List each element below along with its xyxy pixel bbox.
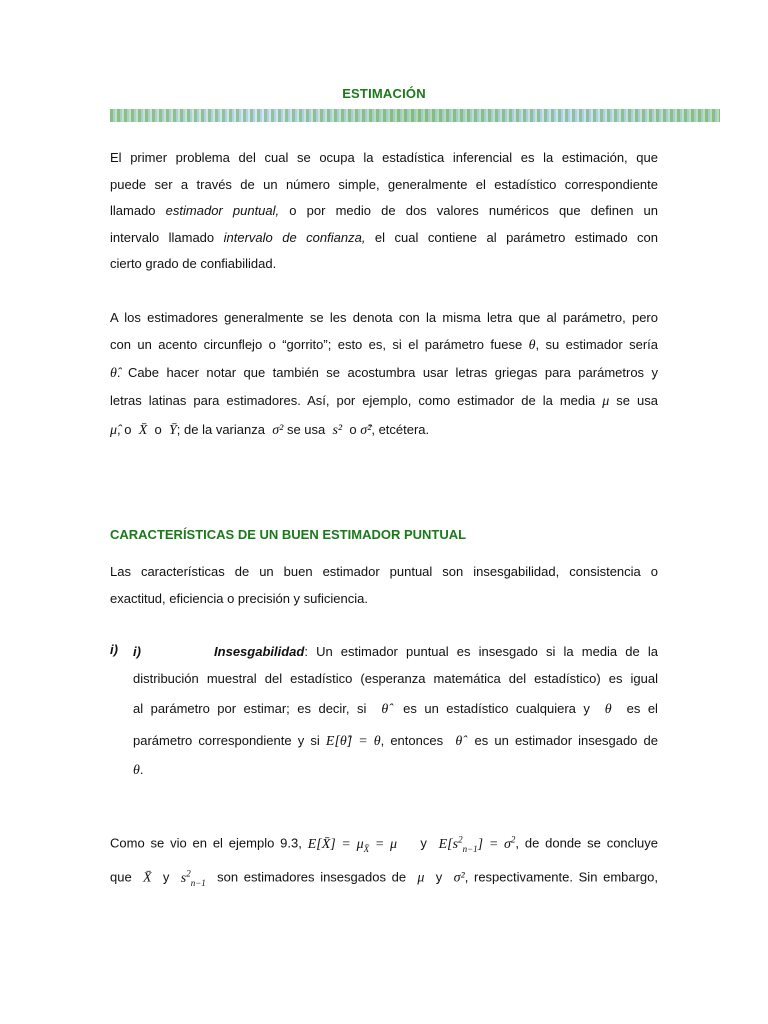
sigma-squared-symbol: σ² (453, 870, 465, 886)
italic-term: intervalo de confianza, (223, 229, 366, 245)
text-span: parámetro correspondiente y si (133, 733, 320, 748)
s-squared-n-minus-1-symbol: $s^2_{n-1}$ (180, 868, 206, 888)
page-title: ESTIMACIÓN (342, 86, 426, 101)
text-line (110, 358, 658, 388)
x-bar-symbol: X̄ (143, 870, 152, 886)
expectation-x-bar-equation: E[X̄] = $\mu_{X̄} = \mu$ (307, 836, 398, 854)
text-span: y (420, 835, 427, 851)
text-span: es un estadístico cualquiera y (403, 701, 590, 716)
estimator-notation-paragraph (110, 305, 658, 445)
text-span: intervalo llamado (110, 229, 224, 245)
text-line: cierto grado de confiabilidad. (110, 256, 277, 271)
text-span: y (162, 869, 170, 885)
theta-hat-symbol: θ̂ (455, 734, 463, 749)
text-line (133, 757, 658, 784)
list-marker-inner: i) (133, 644, 141, 659)
text-span: o por medio de dos valores numéricos que definen un (279, 203, 659, 218)
characteristics-paragraph (110, 559, 658, 612)
text-span: se usa (286, 421, 326, 437)
text-span: el cual contiene al parámetro estimado con (365, 229, 658, 245)
y-bar-symbol: Ȳ (169, 422, 177, 438)
text-span: o (349, 421, 357, 437)
list-marker-outer: i) (110, 642, 118, 657)
unbiasedness-list-item (133, 639, 658, 784)
text-line: A los estimadores generalmente se les denota con la misma letra que al parámetro, pero (110, 310, 658, 325)
example-paragraph (110, 822, 658, 890)
text-line: puede ser a través de un número simple, generalmente el estadístico correspondiente (110, 176, 658, 192)
text-line: distribución muestral del estadístico (esperanza matemática del estadístico) es igual (133, 670, 658, 686)
text-span: es el (626, 701, 658, 716)
text-span: se usa (616, 393, 658, 408)
expectation-s2-equation: $E[s^2_{n-1}] = \sigma^2$ (438, 834, 516, 854)
expectation-equation: E[θ̂] = θ (325, 734, 381, 749)
intro-paragraph (110, 145, 658, 278)
decorative-title-underline (110, 109, 720, 122)
text-line (133, 725, 658, 757)
subscript: X̄ (363, 843, 370, 854)
text-span: , o (117, 421, 132, 437)
theta-hat-symbol: θ̂ (381, 702, 389, 717)
text-span: es un estimador insesgado de (474, 733, 658, 748)
section-heading: CARACTERÍSTICAS DE UN BUEN ESTIMADOR PUNTUAL (110, 527, 467, 542)
theta-symbol: θ (528, 337, 536, 353)
text-line (110, 415, 658, 445)
text-span: o (154, 421, 162, 437)
text-line (110, 822, 658, 856)
x-bar-symbol: X̄ (138, 422, 148, 438)
text-line (133, 692, 658, 725)
text-line (110, 388, 658, 415)
sigma-squared-symbol: σ² (272, 422, 284, 438)
text-span: Como se vio en el ejemplo 9.3, (110, 835, 302, 851)
text-span: con un acento circunflejo o “gorrito”; esto es, si el parámetro fuese (110, 336, 523, 352)
text-line (110, 856, 658, 890)
theta-hat-symbol: θ̂ (110, 366, 117, 381)
text-span: ; de la varianza (176, 421, 265, 437)
mu-hat-symbol: μ̂ (110, 422, 118, 438)
theta-symbol: θ (133, 763, 140, 778)
mu-symbol: μ (602, 394, 610, 409)
text-line (110, 225, 658, 252)
text-line: exactitud, eficiencia o precisión y suficiencia. (110, 590, 368, 606)
text-span: llamado (110, 203, 166, 218)
text-line (110, 198, 658, 225)
text-line: El primer problema del cual se ocupa la estadística inferencial es la estimación, que (110, 150, 658, 165)
subscript: n−1 (462, 843, 478, 854)
text-span: , entonces (380, 733, 444, 748)
text-span: . Cabe hacer notar que también se acostumbra usar letras griegas para parámetros y (116, 365, 658, 380)
mu-symbol: μ (417, 870, 425, 886)
text-span: y (435, 869, 443, 885)
text-span: letras latinas para estimadores. Así, por ejemplo, como estimador de la media (110, 393, 596, 408)
list-term: Insesgabilidad (214, 644, 305, 659)
text-span: son estimadores insesgados de (217, 869, 407, 885)
text-span: . (139, 762, 144, 777)
sigma-hat-squared-symbol: σ̂² (360, 422, 372, 438)
text-line (133, 639, 658, 666)
text-span: , su estimador sería (535, 336, 659, 352)
theta-symbol: θ (604, 702, 612, 717)
text-span: que (110, 869, 132, 885)
text-span: , etcétera. (371, 421, 430, 437)
text-span: , respectivamente. Sin embargo, (464, 869, 659, 885)
italic-term: estimador puntual, (165, 203, 280, 218)
s-squared-symbol: s² (332, 422, 343, 438)
text-span: : Un estimador puntual es insesgado si la media de la (304, 644, 658, 659)
subscript: n−1 (190, 877, 206, 888)
text-span: al parámetro por estimar; es decir, si (133, 701, 367, 716)
text-span: , de donde se concluye (515, 835, 658, 851)
text-line (110, 332, 658, 359)
text-line: Las características de un buen estimador puntual son insesgabilidad, consistencia o (110, 564, 658, 579)
